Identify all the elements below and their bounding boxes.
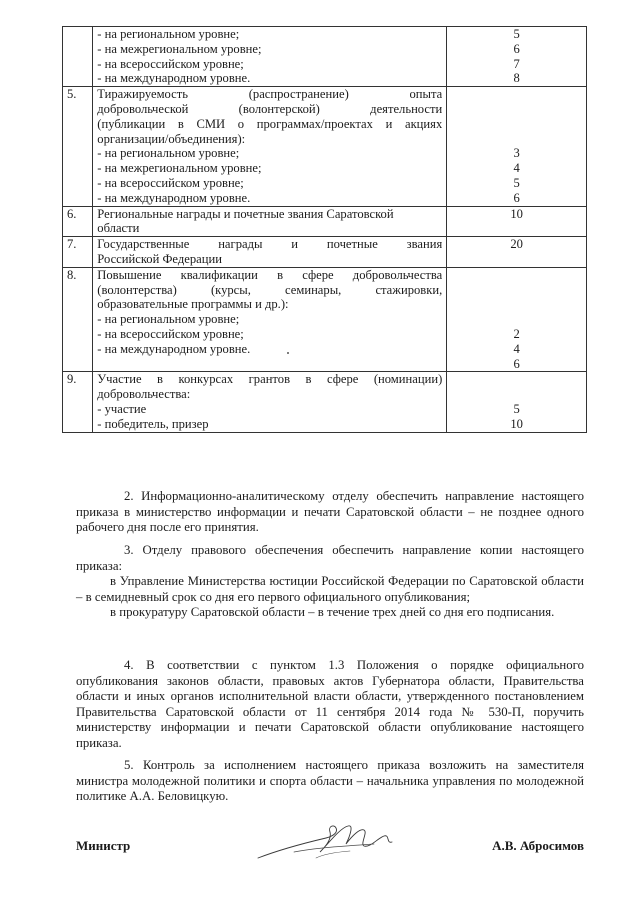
row-number: 8. xyxy=(63,267,93,372)
points-value: 6 xyxy=(513,41,520,56)
points-value xyxy=(451,87,582,102)
criterion-line: организации/объединения): xyxy=(97,131,246,146)
criterion-line: (публикации в СМИ о программах/проектах и акциях xyxy=(97,116,443,131)
points-cell xyxy=(447,27,587,87)
points-cell xyxy=(447,87,587,206)
paragraph-text: 3. Отделу правового обеспечения обеспечить направление копии настоящего приказа: xyxy=(76,543,584,573)
criterion-line: - участие xyxy=(97,401,147,416)
table-row xyxy=(63,206,587,237)
points-value xyxy=(451,297,582,312)
points-value: 10 xyxy=(510,206,523,221)
signatory-title: Министр xyxy=(76,838,131,853)
row-number: 5. xyxy=(63,87,93,206)
points-value: 3 xyxy=(513,146,520,161)
paragraph-5 xyxy=(76,758,584,805)
points-value: 8 xyxy=(513,71,520,86)
points-value: 6 xyxy=(513,190,520,205)
table-row xyxy=(63,87,587,206)
points-value: 4 xyxy=(513,161,520,176)
criterion-line: Участие в конкурсах грантов в сфере (номинации) xyxy=(97,372,443,387)
criterion-line: - на всероссийском уровне; xyxy=(97,56,244,71)
table-row xyxy=(63,27,587,87)
criterion-line: добровольчества: xyxy=(97,387,191,402)
criterion-line: - на всероссийском уровне; xyxy=(97,175,244,190)
points-value xyxy=(451,132,582,147)
criterion-line: (волонтерства) (курсы, семинары, стажировки, xyxy=(97,282,443,297)
points-value: 6 xyxy=(513,356,520,371)
row-number: 6. xyxy=(63,206,93,237)
points-cell xyxy=(447,237,587,268)
points-value xyxy=(451,372,582,387)
points-value: 10 xyxy=(510,416,523,431)
points-value xyxy=(451,312,582,327)
criterion-line: Государственные награды и почетные звания xyxy=(97,237,443,252)
points-cell xyxy=(447,372,587,432)
points-value: 4 xyxy=(513,341,520,356)
criterion-line: добровольческой (волонтерской) деятельности xyxy=(97,101,443,116)
points-value: 5 xyxy=(513,401,520,416)
criterion-line: образовательные программы и др.): xyxy=(97,297,289,312)
criterion-line: области xyxy=(97,221,140,236)
criterion-text xyxy=(93,267,447,372)
criterion-text xyxy=(93,27,447,87)
points-value xyxy=(451,252,582,267)
scan-speck xyxy=(287,352,289,354)
table-row xyxy=(63,237,587,268)
points-value xyxy=(451,221,582,236)
points-value: 5 xyxy=(513,27,520,41)
criterion-line xyxy=(97,357,442,372)
table-row xyxy=(63,372,587,432)
paragraph-2 xyxy=(76,489,584,536)
paragraph-text: 5. Контроль за исполнением настоящего приказа возложить на заместителя министра молодежной политики и спорта области – начальника управления по молодежной политике А.А. Беловицкую. xyxy=(76,758,584,804)
row-number: 9. xyxy=(63,372,93,432)
paragraph-text: в Управление Министерства юстиции Российской Федерации по Саратовской области – в семидневный срок со дня его первого официального опубликования; xyxy=(76,574,584,604)
criterion-text xyxy=(93,87,447,206)
points-value: 5 xyxy=(513,175,520,190)
criterion-line: - на межрегиональном уровне; xyxy=(97,41,262,56)
criterion-line: - на международном уровне. xyxy=(97,341,251,356)
row-number: 7. xyxy=(63,237,93,268)
criterion-line: Российской Федерации xyxy=(97,251,222,266)
points-cell xyxy=(447,267,587,372)
criterion-text xyxy=(93,372,447,432)
points-value xyxy=(451,117,582,132)
criterion-line: Региональные награды и почетные звания Саратовской xyxy=(97,206,394,221)
criterion-line: - на всероссийском уровне; xyxy=(97,326,244,341)
paragraph-4 xyxy=(76,658,584,752)
points-value: 2 xyxy=(513,326,520,341)
criterion-line: - на региональном уровне; xyxy=(97,27,240,41)
points-value xyxy=(451,102,582,117)
criterion-line: - на международном уровне. xyxy=(97,71,251,86)
criteria-table xyxy=(62,26,587,433)
paragraph-text: в прокуратуру Саратовской области – в течение трех дней со дня его подписания. xyxy=(110,605,555,620)
points-value xyxy=(451,387,582,402)
paragraph-3 xyxy=(76,543,584,621)
signature-block xyxy=(76,830,584,860)
table-row xyxy=(63,267,587,372)
criterion-line: - на региональном уровне; xyxy=(97,146,240,161)
signatory-name: А.В. Абросимов xyxy=(492,838,584,853)
points-value: 20 xyxy=(510,237,523,252)
criterion-line: - на региональном уровне; xyxy=(97,312,240,327)
points-value xyxy=(451,268,582,283)
criterion-line: Повышение квалификации в сфере добровольчества xyxy=(97,267,443,282)
paragraph-text: 2. Информационно-аналитическому отделу обеспечить направление настоящего приказа в министерство информации и печати Саратовской области – не позднее одного рабочего дня после его принятия. xyxy=(76,489,584,535)
points-value: 7 xyxy=(513,56,520,71)
criterion-text xyxy=(93,206,447,237)
criterion-line: - победитель, призер xyxy=(97,416,209,431)
criterion-line: - на международном уровне. xyxy=(97,190,251,205)
handwritten-signature xyxy=(254,818,404,866)
criterion-line: Тиражируемость (распространение) опыта xyxy=(97,87,443,102)
paragraph-text: 4. В соответствии с пунктом 1.3 Положения о порядке официального опубликования законов области, правовых актов Губернатора области, Правительства области и иных органов исполнительной власти области, утвержденного постановлением Правительства Саратовской области от 11 сентября 2014 года № 530-П, поручить министерству информации и печати Саратовской области опубликование настоящего приказа. xyxy=(76,658,584,750)
row-number xyxy=(63,27,93,87)
criterion-line: - на межрегиональном уровне; xyxy=(97,161,262,176)
points-value xyxy=(451,283,582,298)
criterion-text xyxy=(93,237,447,268)
points-cell xyxy=(447,206,587,237)
